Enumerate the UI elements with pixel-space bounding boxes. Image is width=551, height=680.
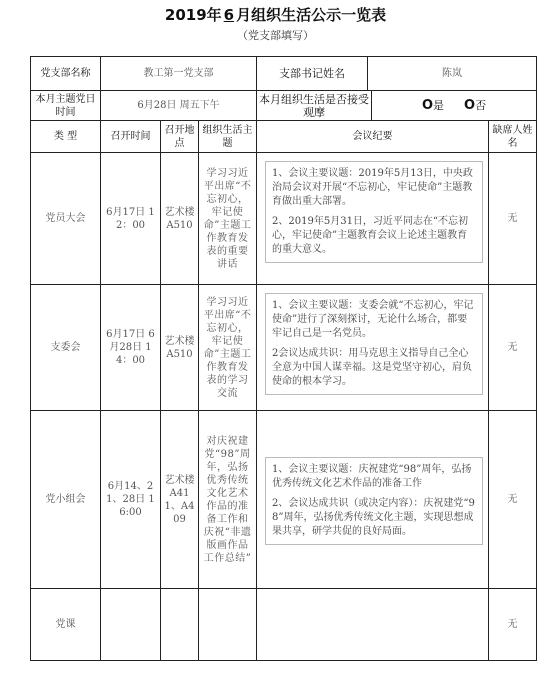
table-row — [31, 411, 537, 589]
theme-day-label: 本月主题党日时间 — [31, 91, 101, 121]
title-month: 6 — [223, 6, 235, 24]
row-minutes — [257, 153, 489, 285]
inspect-label: 本月组织生活是否接受观摩 — [257, 91, 372, 120]
minutes-item: 2、2019年5月31日，习近平同志在“不忘初心，牢记使命”主题教育会议上论述主题教育的重大意义。 — [272, 216, 469, 255]
row-place: 艺术楼A510 — [161, 153, 199, 285]
branch-label: 党支部名称 — [31, 57, 101, 91]
minutes-item: 1、会议主要议题：支委会就“不忘初心，牢记使命”进行了深刻探讨，无论什么场合，都要牢记自己是一名党员。 — [272, 300, 474, 339]
col-time: 召开时间 — [101, 121, 161, 153]
minutes-item: 2、会议达成共识（或决定内容）：庆祝建党“98”周年，弘扬优秀传统文化主题，实现思想成果共享，研学共促的良好局面。 — [272, 497, 475, 537]
col-type: 类 型 — [31, 121, 101, 153]
minutes-item: 1、会议主要议题：庆祝建党“98”周年，弘扬优秀传统文化艺术作品的准备工作 — [272, 463, 472, 489]
row-place — [161, 589, 199, 661]
row-topic — [199, 589, 257, 661]
no-label: 否 — [475, 99, 487, 112]
row-time: 6月17日 6月28日 14：00 — [101, 285, 161, 411]
secretary-label: 支部书记姓名 — [257, 57, 368, 90]
branch-value: 教工第一党支部 — [101, 57, 257, 91]
row-time: 6月14、21、28日 16:00 — [101, 411, 161, 589]
page-subtitle: （党支部填写） — [237, 29, 314, 42]
minutes-box — [265, 293, 483, 395]
row-minutes — [257, 589, 489, 661]
table-row — [31, 589, 537, 661]
minutes-item: 1、会议主要议题：2019年5月13日，中央政治局会议对开展“不忘初心，牢记使命”主题教育做出重大部署。 — [272, 168, 473, 207]
inspect-cell — [257, 91, 537, 121]
minutes-box — [265, 161, 483, 263]
col-absent: 缺席人姓名 — [489, 121, 537, 153]
col-topic: 组织生活主题 — [199, 121, 257, 153]
row-type: 党员大会 — [31, 153, 101, 285]
table-row — [31, 285, 537, 411]
row-absent: 无 — [489, 153, 537, 285]
yes-radio[interactable]: O — [421, 98, 434, 113]
disclosure-table — [30, 56, 537, 661]
no-radio[interactable]: O — [464, 98, 476, 113]
row-time — [101, 589, 161, 661]
column-header-row — [31, 121, 537, 153]
col-minutes: 会议纪要 — [257, 121, 489, 153]
row-time: 6月17日 12：00 — [101, 153, 161, 285]
page-title: 2019年 6 月组织生活公示一览表 — [164, 6, 387, 24]
row-minutes — [257, 411, 489, 589]
row-type: 支委会 — [31, 285, 101, 411]
secretary-value: 陈岚 — [442, 68, 463, 79]
minutes-box — [265, 457, 483, 545]
row-absent: 无 — [489, 411, 537, 589]
inspect-options — [372, 91, 536, 120]
row-absent: 无 — [489, 589, 537, 661]
col-place: 召开地点 — [161, 121, 199, 153]
yes-label: 是 — [433, 99, 445, 112]
row-topic: 学习习近平出席“不忘初心，牢记使命”主题工作教育发表的学习交流 — [199, 285, 257, 411]
theme-day-value: 6月28日 周五下午 — [101, 91, 257, 121]
row-place: 艺术楼A411、A409 — [161, 411, 199, 589]
minutes-item: 2会议达成共识：用马克思主义指导自己全心全意为中国人谋幸福。这是党坚守初心，肩负使命的根本学习。 — [272, 348, 473, 387]
row-place: 艺术楼A510 — [161, 285, 199, 411]
row-absent: 无 — [489, 285, 537, 411]
row-topic: 对庆祝建党“98”周年，弘扬优秀传统文化艺术作品的准备工作和庆祝“非遗版画作品工作总结” — [199, 411, 257, 589]
table-row — [31, 153, 537, 285]
row-type: 党小组会 — [31, 411, 101, 589]
row-minutes — [257, 285, 489, 411]
row-type: 党课 — [31, 589, 101, 661]
row-topic: 学习习近平出席“不忘初心，牢记使命”主题工作教育发表的重要讲话 — [199, 153, 257, 285]
secretary-cell — [257, 57, 537, 91]
